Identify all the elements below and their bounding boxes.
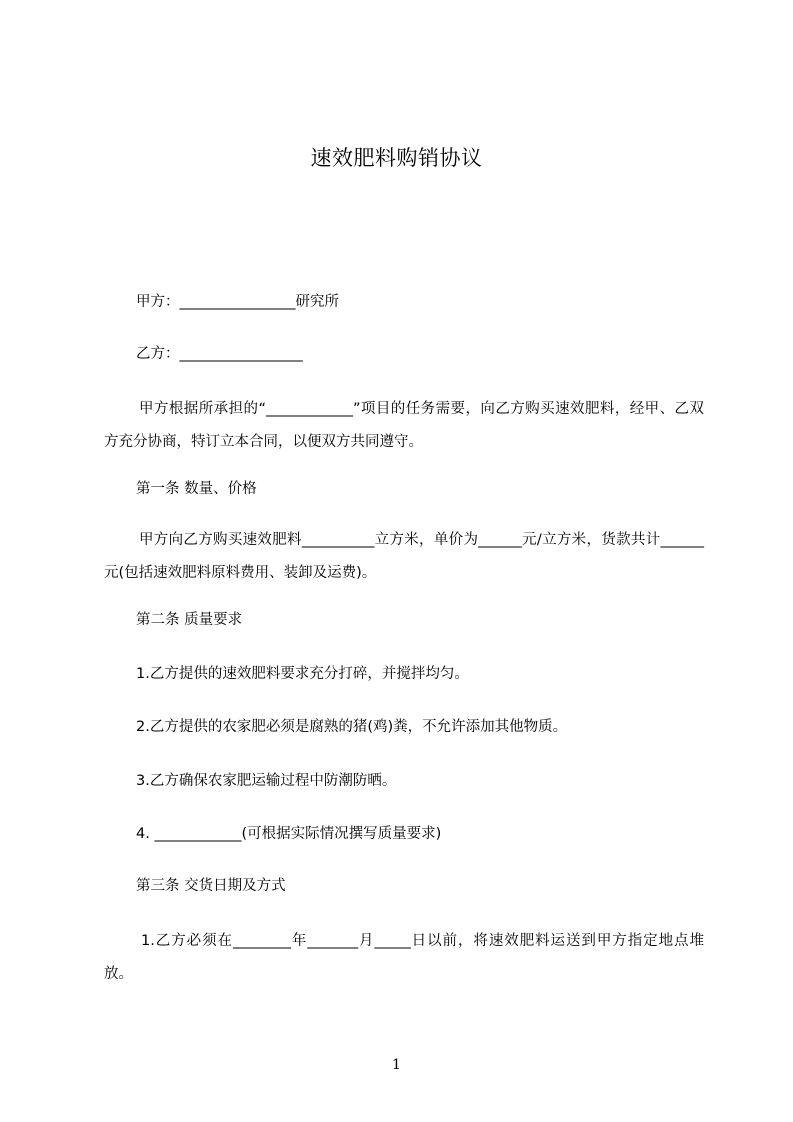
article1-heading: 第一条 数量、价格 [136,481,257,497]
intro-paragraph: 甲方根据所承担的“____________”项目的任务需要，向乙方购买速效肥料，经甲、乙双方充分协商，特订立本合同，以便双方共同遵守。 [104,401,704,450]
article2-heading: 第二条 质量要求 [136,612,243,628]
party-a-line: 甲方：________________研究所 [136,294,339,310]
article2-item-4: 4. ____________(可根据实际情况撰写质量要求) [136,826,442,842]
party-b-line: 乙方：_________________ [136,346,303,362]
document-title: 速效肥料购销协议 [310,146,483,170]
article2-item-3: 3.乙方确保农家肥运输过程中防潮防晒。 [136,773,397,789]
article2-item-1: 1.乙方提供的速效肥料要求充分打碎，并搅拌均匀。 [136,666,469,682]
article3-heading: 第三条 交货日期及方式 [136,878,286,894]
article2-item-2: 2.乙方提供的农家肥必须是腐熟的猪(鸡)粪，不允许添加其他物质。 [136,719,568,735]
page-number: 1 [392,1057,401,1073]
article3-item-1: 1.乙方必须在________年_______月_____日以前，将速效肥料运送到甲方指定地点堆放。 [104,933,704,982]
article1-paragraph: 甲方向乙方购买速效肥料__________立方米，单价为______元/立方米，货款共计______元(包括速效肥料原料费用、装卸及运费)。 [104,532,704,581]
